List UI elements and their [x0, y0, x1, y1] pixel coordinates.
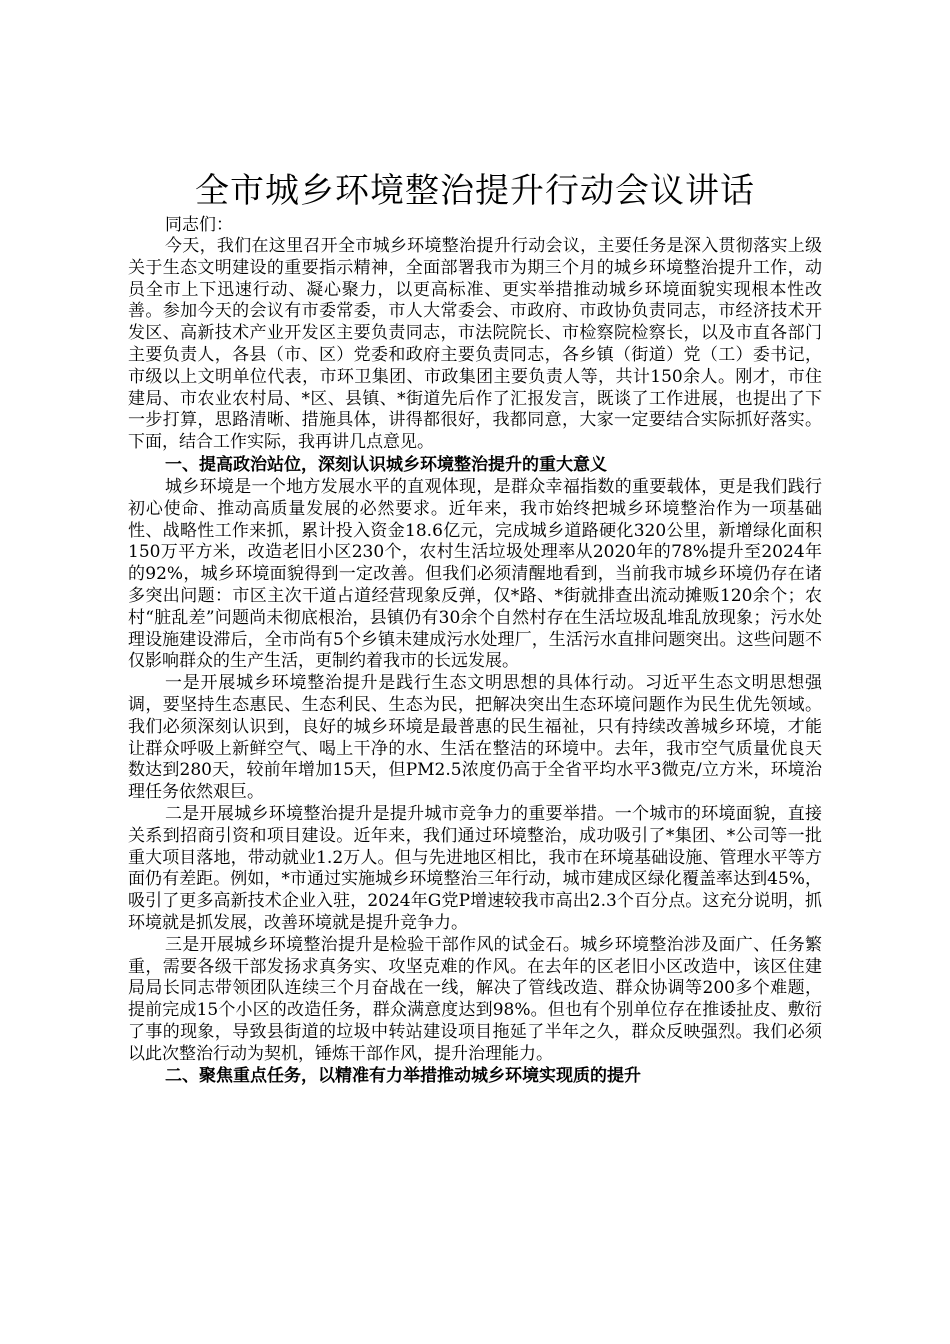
- paragraph-point-1: 一是开展城乡环境整治提升是践行生态文明思想的具体行动。习近平生态文明思想强调，要坚持生态惠民、生态利民、生态为民，把解决突出生态环境问题作为民生优先领域。我们必须深刻认识到，良好的城乡环境是最普惠的民生福祉，只有持续改善城乡环境，才能让群众呼吸上新鲜空气、喝上干净的水、生活在整洁的环境中。去年，我市空气质量优良天数达到280天，较前年增加15天，但PM2.5浓度仍高于全省平均水平3微克/立方米，环境治理任务依然艰巨。: [128, 673, 822, 803]
- paragraph-point-3: 三是开展城乡环境整治提升是检验干部作风的试金石。城乡环境整治涉及面广、任务繁重，需要各级干部发扬求真务实、攻坚克难的作风。在去年的区老旧小区改造中，该区住建局局长同志带领团队连续三个月奋战在一线，解决了管线改造、群众协调等200多个难题，提前完成15个小区的改造任务，群众满意度达到98%。但也有个别单位存在推诿扯皮、敷衍了事的现象，导致县街道的垃圾中转站建设项目拖延了半年之久，群众反映强烈。我们必须以此次整治行动为契机，锤炼干部作风，提升治理能力。: [128, 934, 822, 1064]
- document-page: [128, 168, 822, 1088]
- section-heading-1: 一、提高政治站位，深刻认识城乡环境整治提升的重大意义: [165, 454, 607, 475]
- paragraph-intro: 今天，我们在这里召开全市城乡环境整治提升行动会议，主要任务是深入贯彻落实上级关于生态文明建设的重要指示精神，全面部署我市为期三个月的城乡环境整治提升工作，动员全市上下迅速行动、凝心聚力，以更高标准、更实举措推动城乡环境面貌实现根本性改善。参加今天的会议有市委常委，市人大常委会、市政府、市政协负责同志，市经济技术开发区、高新技术产业开发区主要负责同志，市法院院长、市检察院检察长，以及市直各部门主要负责人，各县（市、区）党委和政府主要负责同志，各乡镇（街道）党（工）委书记，市级以上文明单位代表，市环卫集团、市政集团主要负责人等，共计150余人。刚才，市住建局、市农业农村局、*区、县镇、*街道先后作了汇报发言，既谈了工作进展，也提出了下一步打算，思路清晰、措施具体，讲得都很好，我都同意，大家一定要结合实际抓好落实。下面，结合工作实际，我再讲几点意见。: [128, 236, 822, 453]
- section-heading-2: 二、聚焦重点任务，以精准有力举措推动城乡环境实现质的提升: [165, 1066, 641, 1087]
- paragraph-point-2: 二是开展城乡环境整治提升是提升城市竞争力的重要举措。一个城市的环境面貌，直接关系到招商引资和项目建设。近年来，我们通过环境整治，成功吸引了*集团、*公司等一批重大项目落地，带动就业1.2万人。但与先进地区相比，我市在环境基础设施、管理水平等方面仍有差距。例如，*市通过实施城乡环境整治三年行动，城市建成区绿化覆盖率达到45%，吸引了更多高新技术企业入驻，2024年G党P增速较我市高出2.3个百分点。这充分说明，抓环境就是抓发展，改善环境就是提升竞争力。: [128, 803, 822, 933]
- document-title: 全市城乡环境整治提升行动会议讲话: [195, 171, 755, 211]
- paragraph-significance: 城乡环境是一个地方发展水平的直观体现，是群众幸福指数的重要载体，更是我们践行初心使命、推动高质量发展的必然要求。近年来，我市始终把城乡环境整治作为一项基础性、战略性工作来抓，累计投入资金18.6亿元，完成城乡道路硬化320公里，新增绿化面积150万平方米，改造老旧小区230个，农村生活垃圾处理率从2020年的78%提升至2024年的92%，城乡环境面貌得到一定改善。但我们必须清醒地看到，当前我市城乡环境仍存在诸多突出问题：市区主次干道占道经营现象反弹，仅*路、*街就排查出流动摊贩120余个；农村“脏乱差”问题尚未彻底根治，县镇仍有30余个自然村存在生活垃圾乱堆乱放现象；污水处理设施建设滞后，全市尚有5个乡镇未建成污水处理厂，生活污水直排问题突出。这些问题不仅影响群众的生产生活，更制约着我市的长远发展。: [128, 476, 822, 672]
- salutation: 同志们：: [165, 215, 233, 235]
